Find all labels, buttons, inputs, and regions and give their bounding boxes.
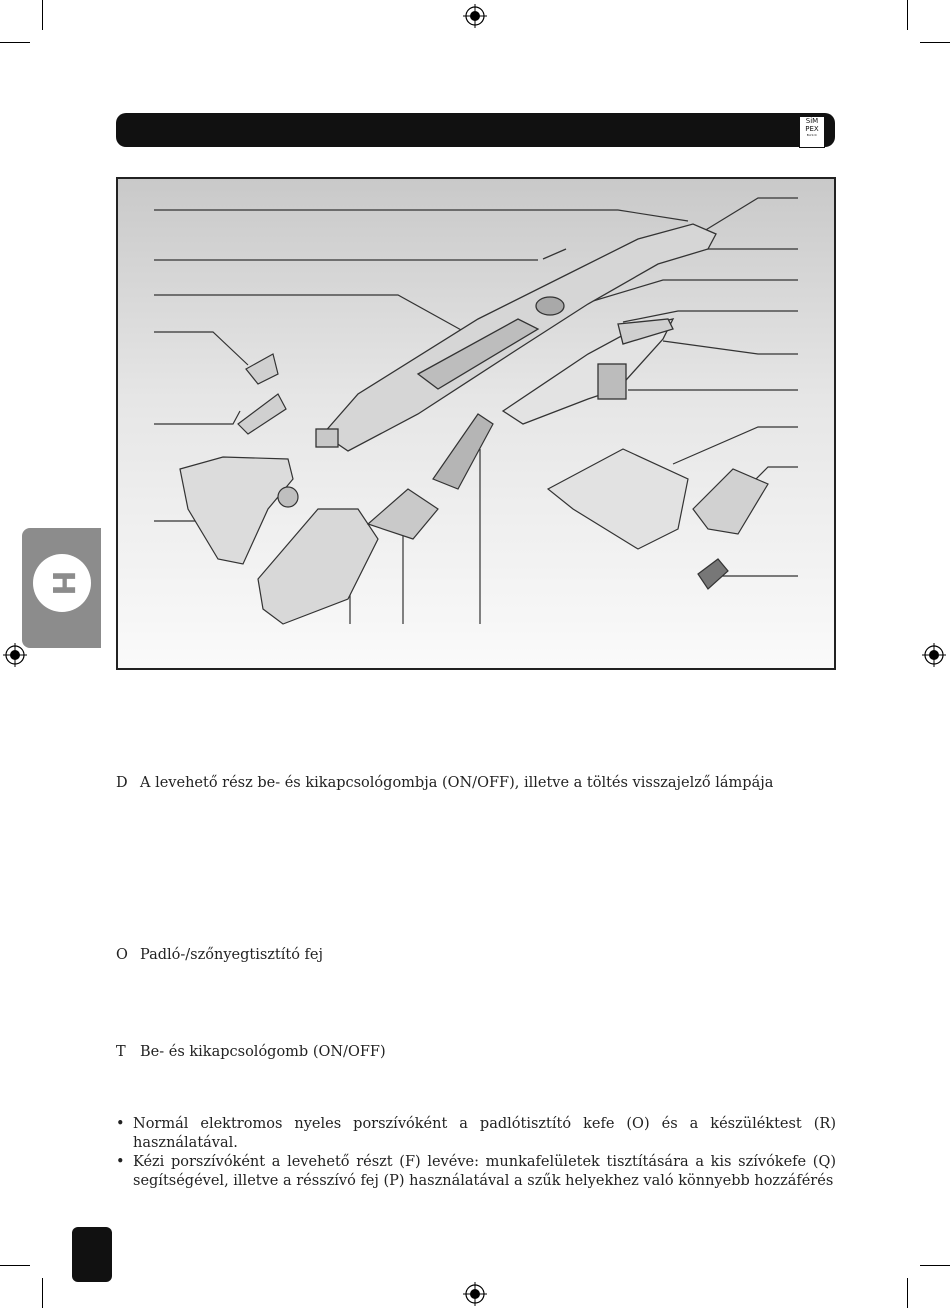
parts-diagram	[116, 177, 836, 670]
crop-mark-bottom-left-v	[42, 1278, 43, 1308]
parts-list-text: A levehető rész be- és kikapcsológombja (ON/OFF), illetve a töltés visszajelző lámpája	[140, 775, 774, 791]
parts-list-item-d	[116, 775, 773, 791]
parts-list-item-o	[116, 947, 323, 963]
crop-mark-bottom-right-h	[920, 1265, 950, 1266]
leader-line-3	[154, 295, 463, 331]
section-header-bar	[116, 113, 835, 147]
logo-line-2: PEX	[805, 125, 819, 133]
leader-line-4	[154, 332, 248, 365]
crop-mark-top-left-h	[0, 42, 30, 43]
crop-mark-bottom-right-v	[907, 1278, 908, 1308]
crop-mark-top-left-v	[42, 0, 43, 30]
registration-mark-top-icon	[463, 4, 487, 28]
parts-list-text: Be- és kikapcsológomb (ON/OFF)	[140, 1044, 386, 1060]
usage-bullet-2: • Kézi porszívóként a levehető részt (F) levéve: munkafelületek tisztítására a kis szívókefe (Q) segítségével, illetve a résszívó fej (P) használatával a szűk helyekhez való könnyebb hozzáférés	[116, 1153, 836, 1191]
language-side-tab	[22, 528, 101, 648]
logo-line-3: BASIC	[806, 133, 818, 137]
crop-mark-top-right-h	[920, 42, 950, 43]
parts-list-key: D	[116, 775, 128, 791]
usage-bullets	[116, 1115, 836, 1191]
page-number-tab	[72, 1227, 112, 1282]
registration-mark-right-icon	[922, 643, 946, 667]
parts-list-key: T	[116, 1044, 126, 1060]
leader-line-7	[704, 198, 798, 231]
leader-line-1	[154, 210, 688, 221]
crop-mark-top-right-v	[907, 0, 908, 30]
registration-mark-bottom-icon	[463, 1282, 487, 1306]
accessories-drawing	[180, 354, 768, 624]
parts-list-text: Padló-/szőnyegtisztító fej	[140, 947, 324, 963]
logo-line-1: SiM	[805, 117, 819, 125]
language-badge	[33, 554, 91, 612]
parts-list-item-t	[116, 1044, 386, 1060]
crop-mark-bottom-left-h	[0, 1265, 30, 1266]
leader-line-13	[673, 427, 798, 464]
registration-mark-left-icon	[3, 643, 27, 667]
leader-line-5	[154, 411, 240, 424]
parts-list-key: O	[116, 947, 128, 963]
simplex-basic-logo	[799, 116, 825, 148]
parts-diagram-drawing	[118, 179, 834, 668]
leader-line-11	[663, 341, 798, 354]
usage-bullet-1: • Normál elektromos nyeles porszívóként a padlótisztító kefe (O) és a készüléktest (R) használatával.	[116, 1115, 836, 1153]
language-letter: H	[45, 570, 80, 596]
